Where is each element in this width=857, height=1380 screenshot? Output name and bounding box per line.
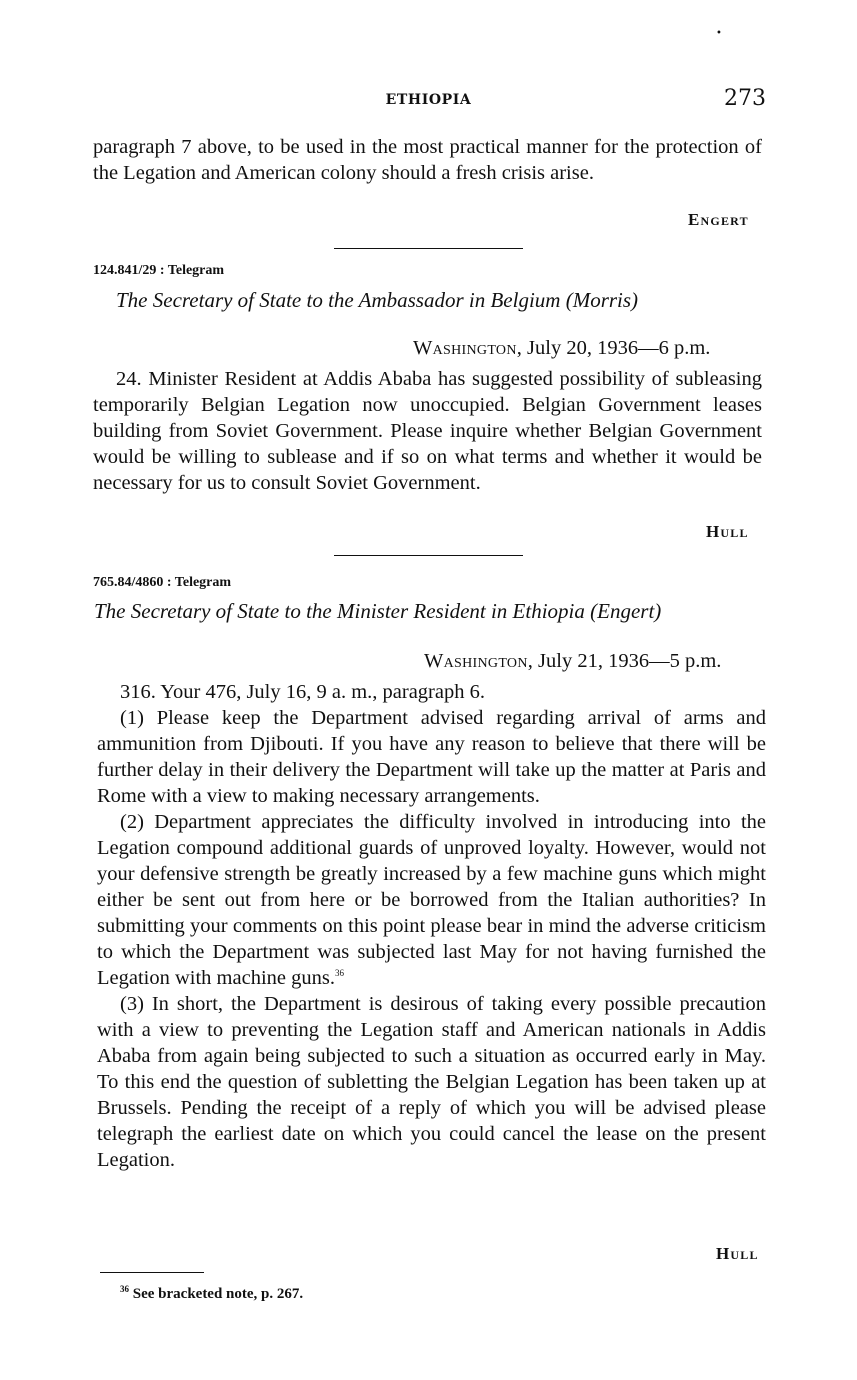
file-reference: 124.841/29 : Telegram (93, 263, 225, 278)
footnote-mark: 36 (120, 1284, 129, 1294)
file-reference: 765.84/4860 : Telegram (93, 575, 232, 590)
intro-paragraph (93, 134, 762, 186)
dateline-date: , July 21, 1936—5 p.m. (527, 650, 722, 672)
footnote-reference: 36 (334, 968, 344, 979)
telegram-body (93, 366, 762, 496)
dateline-place: Washington (413, 337, 517, 359)
dateline (424, 650, 721, 673)
print-mark: • (716, 28, 722, 39)
telegram-paragraph: 24. Minister Resident at Addis Ababa has suggested possibility of subleasing temporarily Belgian Legation now unoccupied. Belgian Government leases building from Soviet Government. Please inquire whether Belgian Government would be willing to sublease and if so on what terms and whether it would be necessary for us to consult Soviet Government. (93, 368, 762, 494)
telegram-paragraph (97, 809, 766, 991)
title-text: The Secretary of State to the Ambassador in Belgium (116, 288, 561, 312)
document-title (94, 599, 774, 624)
footnote-divider (100, 1272, 204, 1273)
section-divider (334, 248, 523, 249)
running-head: ETHIOPIA (385, 92, 472, 108)
paragraph-text: (2) Department appreciates the difficulty involved in introducing into the Legation compound additional guards of unproved loyalty. However, would not your defensive strength be greatly increased by a few machine guns which might either be sent out from here or be borrowed from the Italian authorities? In submitting your comments on this point please bear in mind the adverse criticism to which the Department was subjected last May for not having furnished the Legation with machine guns. (97, 811, 766, 989)
signature-hull: Hull (716, 1244, 759, 1263)
document-title (116, 288, 776, 313)
telegram-paragraph: 316. Your 476, July 16, 9 a. m., paragraph 6. (120, 681, 485, 703)
telegram-paragraph: (1) Please keep the Department advised regarding arrival of arms and ammunition from Djibouti. If you have any reason to believe that there will be further delay in their delivery the Department will take up the matter at Paris and Rome with a view to making necessary arrangements. (97, 707, 766, 807)
dateline-date: , July 20, 1936—6 p.m. (516, 337, 711, 359)
footnote-text: See bracketed note, p. 267. (132, 1286, 304, 1302)
title-recipient: (Morris) (565, 288, 639, 312)
telegram-paragraph: (3) In short, the Department is desirous of taking every possible precaution with a view to preventing the Legation staff and American nationals in Addis Ababa from again being subjected to such a situation as occurred early in May. To this end the question of subletting the Belgian Legation has been taken up at Brussels. Pending the receipt of a reply of which you will be advised please telegraph the earliest date on which you could cancel the lease on the present Legation. (97, 993, 766, 1171)
dateline (413, 337, 710, 360)
signature-engert: Engert (688, 210, 749, 229)
title-recipient: (Engert) (590, 599, 662, 623)
footnote (120, 1286, 303, 1303)
page-number: 273 (724, 86, 766, 111)
intro-text: paragraph 7 above, to be used in the most practical manner for the protection of the Legation and American colony should a fresh crisis arise. (93, 136, 762, 184)
dateline-place: Washington (424, 650, 528, 672)
section-divider (334, 555, 523, 556)
telegram-body (97, 679, 766, 1173)
title-text: The Secretary of State to the Minister Resident in Ethiopia (94, 599, 585, 623)
signature-hull: Hull (706, 522, 749, 541)
